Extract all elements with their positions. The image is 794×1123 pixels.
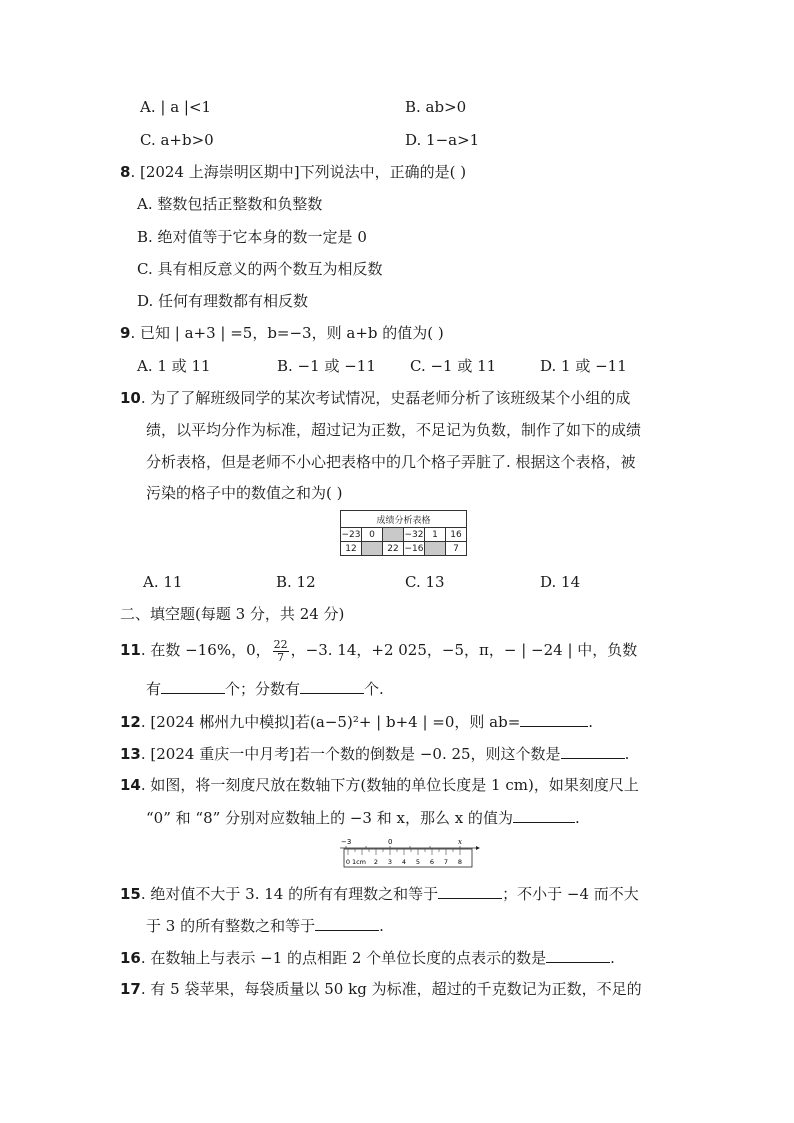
text: 个；分数有 <box>225 680 301 698</box>
question-number: 15 <box>120 885 141 903</box>
question-number: 9 <box>120 324 131 342</box>
question-text: . 有 5 袋苹果，每袋质量以 50 kg 为标准，超过的千克数记为正数，不足的 <box>140 980 642 998</box>
answer-blank[interactable] <box>300 677 364 694</box>
answer-blank[interactable] <box>315 914 379 931</box>
question-text: . 为了了解班级同学的某次考试情况，史磊老师分析了该班级某个小组的成 <box>140 389 631 407</box>
q7-option-c: C. a+b>0 <box>140 131 214 149</box>
table-cell: 1 <box>425 528 446 542</box>
text: . <box>624 745 630 763</box>
answer-blank[interactable] <box>513 806 575 823</box>
score-analysis-table <box>340 510 467 556</box>
table-cell: 22 <box>383 542 404 556</box>
question-11 <box>120 637 637 664</box>
table-cell: 16 <box>446 528 467 542</box>
q10-option-c: C. 13 <box>405 573 445 591</box>
ruler-label: 1cm <box>351 858 367 866</box>
question-text: ，−3. 14，+2 025，−5，π，− | −24 | 中，负数 <box>290 641 638 659</box>
question-8 <box>120 161 466 183</box>
q15-line-2 <box>146 914 384 937</box>
axis-label: x <box>458 838 462 846</box>
question-text: . 在数轴上与表示 −1 的点相距 2 个单位长度的点表示的数是 <box>140 949 547 967</box>
dirty-cell <box>383 528 404 542</box>
question-15 <box>120 882 639 905</box>
table-title: 成绩分析表格 <box>341 511 467 528</box>
section-heading: 二、填空题(每题 3 分，共 24 分) <box>120 605 345 623</box>
q7-option-d: D. 1−a>1 <box>405 131 480 149</box>
question-number: 17 <box>120 980 141 998</box>
fraction-denominator: 7 <box>277 650 285 664</box>
ruler-label: 5 <box>415 858 421 866</box>
q9-option-d: D. 1 或 −11 <box>540 357 627 375</box>
ruler-label: 4 <box>401 858 407 866</box>
question-number: 10 <box>120 389 141 407</box>
question-text: . [2024 重庆一中月考]若一个数的倒数是 −0. 25，则这个数是 <box>140 745 561 763</box>
question-17 <box>120 978 642 1000</box>
question-text: . 绝对值不大于 3. 14 的所有有理数之和等于 <box>140 885 439 903</box>
arrow-icon <box>476 846 480 850</box>
question-number: 12 <box>120 713 141 731</box>
question-16 <box>120 946 615 969</box>
ruler-label: 2 <box>373 858 379 866</box>
fraction <box>273 639 289 664</box>
q10-line-3: 分析表格，但是老师不小心把表格中的几个格子弄脏了. 根据这个表格，被 <box>146 453 636 471</box>
text: ；不小于 −4 而不大 <box>502 885 639 903</box>
ruler-label: 3 <box>387 858 393 866</box>
dirty-cell <box>362 542 383 556</box>
q8-option-c: C. 具有相反意义的两个数互为相反数 <box>137 260 383 278</box>
answer-blank[interactable] <box>438 882 502 899</box>
q8-option-b: B. 绝对值等于它本身的数一定是 0 <box>137 228 367 246</box>
question-12 <box>120 710 593 733</box>
answer-blank[interactable] <box>561 742 625 759</box>
table-cell: −32 <box>404 529 424 540</box>
ruler-label: 6 <box>429 858 435 866</box>
answer-blank[interactable] <box>161 677 225 694</box>
axis-label: 0 <box>388 838 393 846</box>
q9-option-c: C. −1 或 11 <box>410 357 497 375</box>
table-cell: −23 <box>341 529 361 540</box>
ruler-label: 8 <box>457 858 463 866</box>
question-text: . 在数 −16%，0， <box>140 641 271 659</box>
question-9 <box>120 322 444 344</box>
ruler-number-line-figure <box>338 836 480 870</box>
table-cell: 7 <box>446 542 467 556</box>
q7-option-b: B. ab>0 <box>405 98 467 116</box>
table-row <box>341 528 467 542</box>
q7-option-a: A. | a |<1 <box>140 98 212 116</box>
q10-option-b: B. 12 <box>276 573 316 591</box>
question-number: 13 <box>120 745 141 763</box>
q14-line-2 <box>146 806 580 829</box>
text: 个. <box>364 680 384 698</box>
ruler-label: 7 <box>443 858 449 866</box>
question-text: . [2024 郴州九中模拟]若(a−5)²+ | b+4 | =0，则 ab= <box>140 713 521 731</box>
text: . <box>574 809 580 827</box>
text: 于 3 的所有整数之和等于 <box>146 917 316 935</box>
question-number: 14 <box>120 776 141 794</box>
table-cell: 0 <box>362 528 383 542</box>
text: “0” 和 “8” 分别对应数轴上的 −3 和 x，那么 x 的值为 <box>146 809 513 827</box>
q10-option-a: A. 11 <box>143 573 183 591</box>
answer-blank[interactable] <box>520 710 588 727</box>
q9-option-a: A. 1 或 11 <box>137 357 211 375</box>
question-number: 16 <box>120 949 141 967</box>
q10-line-4: 污染的格子中的数值之和为( ) <box>146 484 343 502</box>
fraction-numerator: 22 <box>273 637 288 651</box>
axis-label: −3 <box>341 838 352 846</box>
table-row <box>341 542 467 556</box>
table-cell: 12 <box>341 542 362 556</box>
table-cell: −16 <box>404 543 424 554</box>
question-14 <box>120 774 639 796</box>
q10-line-2: 绩，以平均分作为标准，超过记为正数，不足记为负数，制作了如下的成绩 <box>146 421 642 439</box>
text: . <box>610 949 615 967</box>
answer-blank[interactable] <box>546 946 610 963</box>
q10-option-d: D. 14 <box>540 573 581 591</box>
q8-option-a: A. 整数包括正整数和负整数 <box>137 195 323 213</box>
question-text: . 如图，将一刻度尺放在数轴下方(数轴的单位长度是 1 cm)，如果刻度尺上 <box>140 776 639 794</box>
question-text: . [2024 上海崇明区期中]下列说法中，正确的是( ) <box>130 163 467 181</box>
question-number: 8 <box>120 163 131 181</box>
q11-line-2 <box>146 677 384 700</box>
text: . <box>588 713 594 731</box>
dirty-cell <box>425 542 446 556</box>
q9-option-b: B. −1 或 −11 <box>277 357 376 375</box>
text: . <box>379 917 384 935</box>
question-text: . 已知 | a+3 | =5，b=−3，则 a+b 的值为( ) <box>130 324 444 342</box>
question-10 <box>120 387 630 409</box>
text: 有 <box>146 680 162 698</box>
question-number: 11 <box>120 641 141 659</box>
ruler-label: 0 <box>345 858 351 866</box>
question-13 <box>120 742 629 765</box>
q8-option-d: D. 任何有理数都有相反数 <box>137 292 309 310</box>
